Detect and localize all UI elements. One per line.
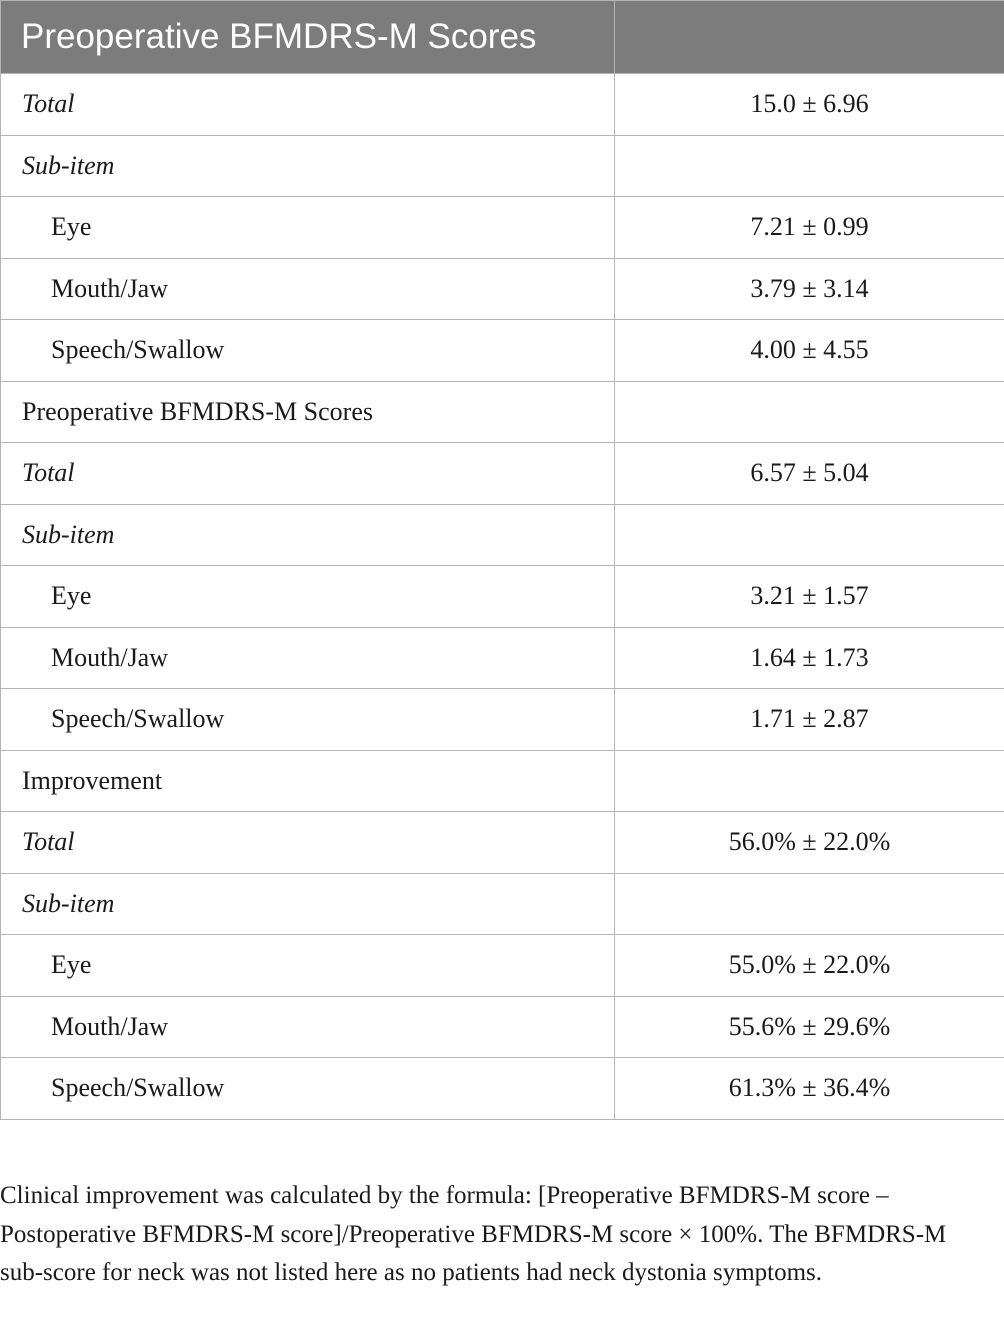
section-label: Preoperative BFMDRS-M Scores [1,381,615,443]
row-label: Mouth/Jaw [1,258,615,320]
row-label: Mouth/Jaw [1,996,615,1058]
table-row [1,627,1004,689]
row-value: 15.0 ± 6.96 [615,74,1004,136]
row-label: Speech/Swallow [1,1058,615,1120]
row-label: Mouth/Jaw [1,627,615,689]
row-value: 3.21 ± 1.57 [615,566,1004,628]
table-row [1,750,1004,812]
table-row [1,443,1004,505]
row-value: 55.6% ± 29.6% [615,996,1004,1058]
row-value [615,381,1004,443]
row-value [615,135,1004,197]
header-label: Preoperative BFMDRS-M Scores [1,1,615,74]
table-row [1,504,1004,566]
row-value: 61.3% ± 36.4% [615,1058,1004,1120]
row-label: Sub-item [1,873,615,935]
table-row [1,258,1004,320]
row-value [615,873,1004,935]
table-row [1,566,1004,628]
row-value: 1.64 ± 1.73 [615,627,1004,689]
row-label: Eye [1,197,615,259]
table-row [1,873,1004,935]
row-value: 3.79 ± 3.14 [615,258,1004,320]
table-row [1,320,1004,382]
row-value [615,750,1004,812]
table-row [1,812,1004,874]
row-value: 1.71 ± 2.87 [615,689,1004,751]
table-row [1,74,1004,136]
row-label: Total [1,74,615,136]
row-value: 56.0% ± 22.0% [615,812,1004,874]
row-value [615,504,1004,566]
table-header-row [1,1,1004,74]
row-label: Eye [1,935,615,997]
header-value [615,1,1004,74]
row-value: 55.0% ± 22.0% [615,935,1004,997]
row-label: Total [1,812,615,874]
table-row [1,381,1004,443]
row-label: Sub-item [1,135,615,197]
row-value: 6.57 ± 5.04 [615,443,1004,505]
row-label: Speech/Swallow [1,320,615,382]
row-label: Eye [1,566,615,628]
table-row [1,1058,1004,1120]
row-label: Sub-item [1,504,615,566]
table-row [1,996,1004,1058]
table-row [1,935,1004,997]
row-value: 4.00 ± 4.55 [615,320,1004,382]
row-value: 7.21 ± 0.99 [615,197,1004,259]
table-row [1,689,1004,751]
table-row [1,197,1004,259]
table-footnote: Clinical improvement was calculated by the formula: [Preoperative BFMDRS-M score – Postoperative BFMDRS-M score]/Preoperative BFMDRS-M score × 100%. The BFMDRS-M sub-score for neck was not listed here as no patients had neck dystonia symptoms. [0,1182,947,1286]
table-row [1,135,1004,197]
row-label: Speech/Swallow [1,689,615,751]
section-label: Improvement [1,750,615,812]
row-label: Total [1,443,615,505]
